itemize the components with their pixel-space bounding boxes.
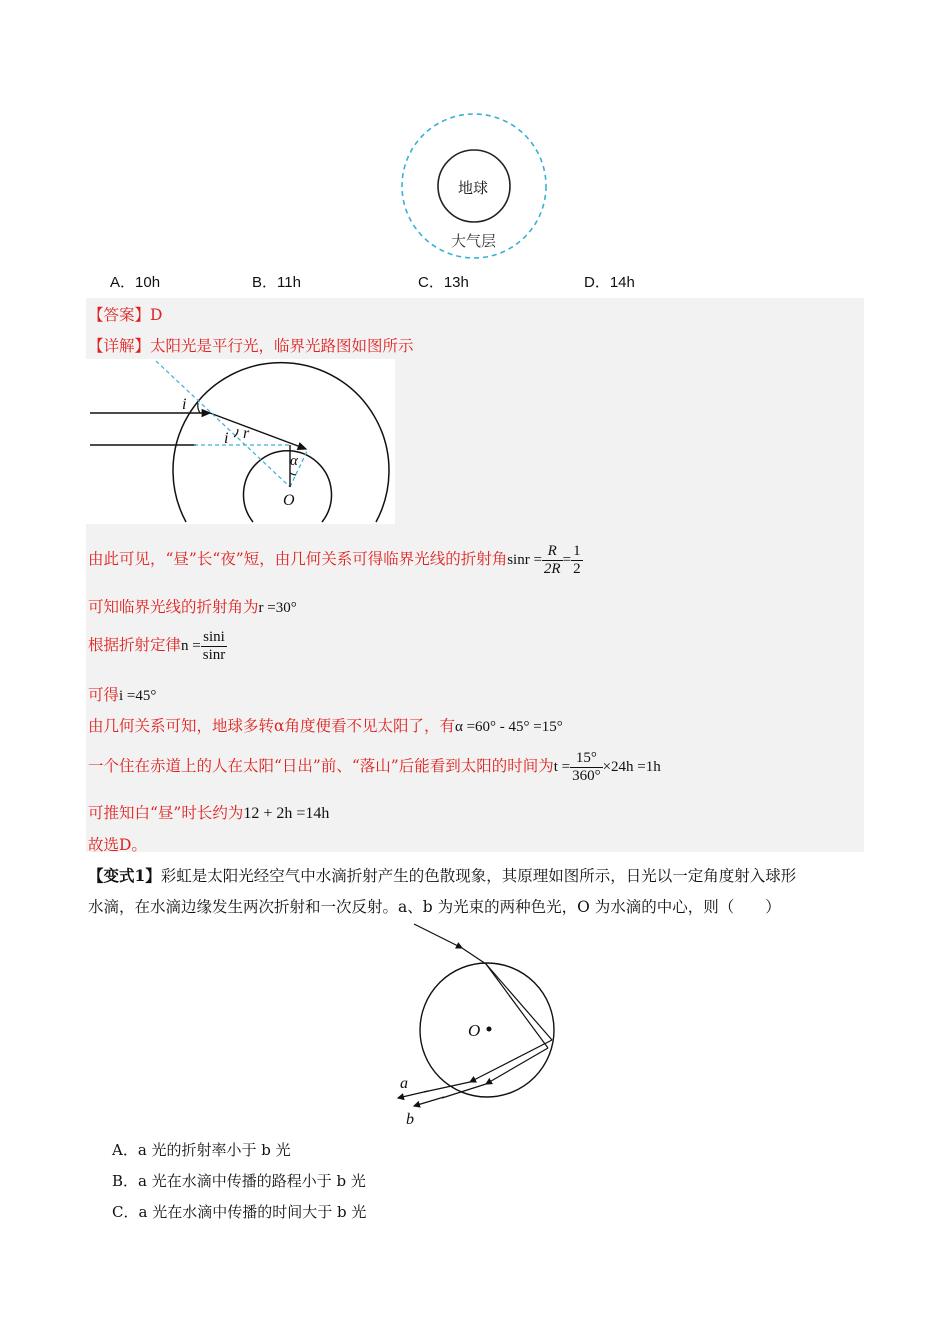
answer-line bbox=[88, 303, 162, 325]
label-r: r bbox=[243, 425, 250, 442]
solution-line-7: 可推知白“昼”时长约为12 + 2h =14h bbox=[88, 804, 330, 822]
detail-prefix: 【详解】 bbox=[88, 337, 151, 355]
label-a: a bbox=[400, 1075, 408, 1092]
solution-line-1: 由此可见，“昼”长“夜”短，由几何关系可得临界光线的折射角sinr = $\frac{R}{2R}$ = $\frac{1}{2}$ bbox=[88, 542, 581, 577]
water-drop-figure bbox=[392, 922, 567, 1132]
earth-arc bbox=[243, 451, 331, 522]
variant-option-c[interactable]: C．a 光在水滴中传播的时间大于 b 光 bbox=[112, 1203, 367, 1221]
label-b: b bbox=[406, 1111, 414, 1128]
answer-text: 【答案】D bbox=[88, 306, 163, 324]
variant-option-a[interactable]: A．a 光的折射率小于 b 光 bbox=[112, 1141, 291, 1159]
label-i-lower: i bbox=[224, 430, 229, 447]
detail-line bbox=[88, 334, 414, 356]
solution-line-5: 由几何关系可知，地球多转α角度便看不见太阳了，有α =60° - 45° =15° bbox=[88, 717, 563, 735]
option-d[interactable]: D．14h bbox=[584, 274, 635, 291]
solution-line-2: 可知临界光线的折射角为r =30° bbox=[88, 598, 297, 616]
label-O: O bbox=[468, 1021, 481, 1040]
label-i-upper: i bbox=[182, 396, 187, 413]
solution-line-3: 根据折射定律n = $\frac{\sin i}{\sin r}$ bbox=[88, 628, 226, 663]
center-dot bbox=[487, 1027, 492, 1032]
light-path-figure bbox=[86, 359, 395, 524]
atmosphere-arc bbox=[173, 363, 389, 522]
label-alpha: α bbox=[290, 453, 298, 469]
label-O: O bbox=[283, 492, 295, 509]
detail-text: 太阳光是平行光，临界光路图如图所示 bbox=[150, 337, 414, 355]
atmosphere-label: 大气层 bbox=[451, 233, 497, 250]
option-a[interactable]: A．10h bbox=[110, 274, 161, 291]
variant-line-1: 【变式1】彩虹是太阳光经空气中水滴折射产生的色散现象，其原理如图所示，日光以一定角度射入球形 bbox=[88, 866, 797, 885]
solution-line-6: 一个住在赤道上的人在太阳“日出”前、“落山”后能看到太阳的时间为t = $\frac{15^\circ}{360^\circ}$ ×24h =1h bbox=[88, 749, 661, 784]
variant-line-2: 水滴，在水滴边缘发生两次折射和一次反射。a、b 为光束的两种色光，O 为水滴的中心，则（ ） bbox=[88, 898, 781, 916]
variant-option-b[interactable]: B．a 光在水滴中传播的路程小于 b 光 bbox=[112, 1172, 366, 1190]
solution-line-4: 可得i =45° bbox=[88, 686, 157, 704]
solution-line-8: 故选D。 bbox=[88, 836, 147, 854]
earth-label: 地球 bbox=[458, 180, 489, 197]
variant-tag: 【变式1】 bbox=[88, 866, 161, 885]
option-b[interactable]: B．11h bbox=[252, 274, 301, 291]
option-c[interactable]: C．13h bbox=[418, 274, 469, 291]
